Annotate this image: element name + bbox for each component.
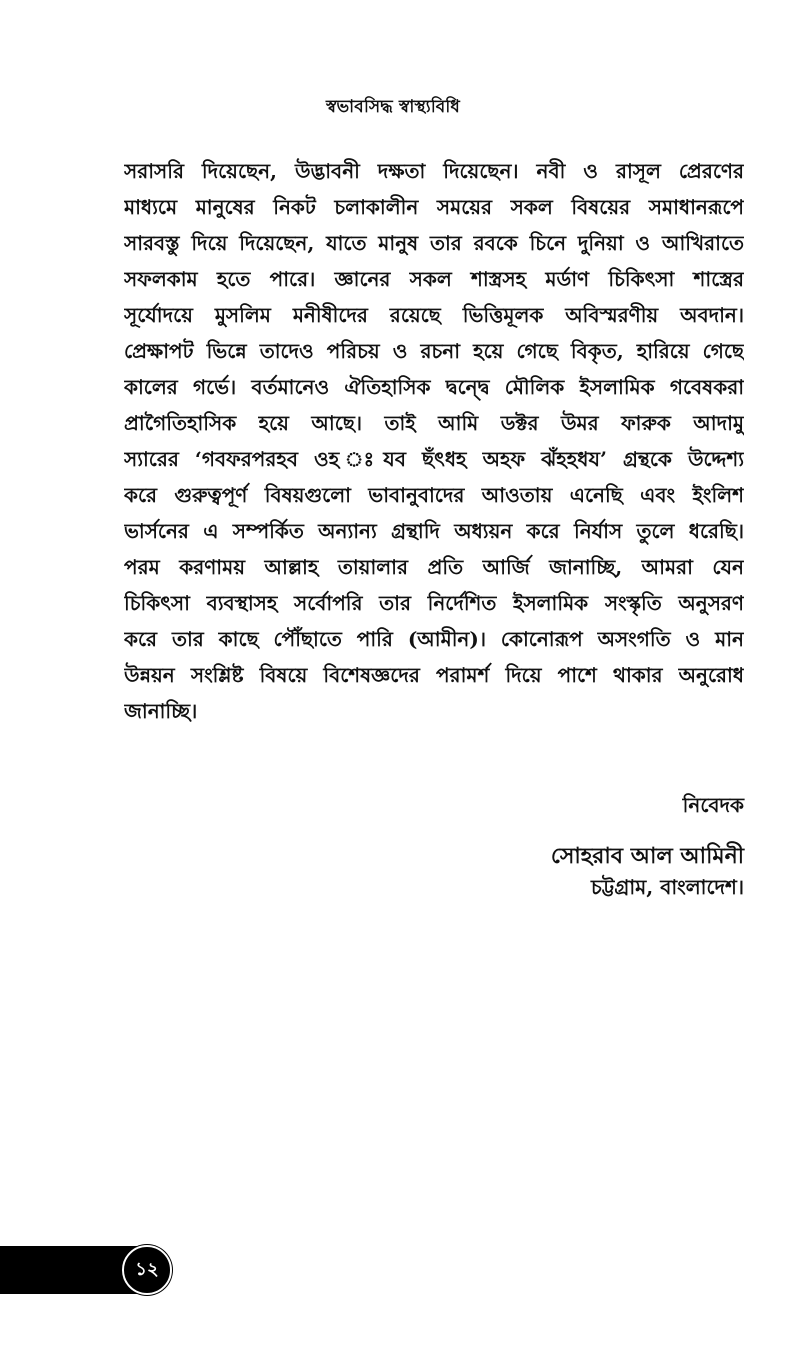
author-name: সোহরাব আল আমিনী bbox=[550, 843, 744, 869]
body-line: স্যারের ‘গবফরপরহব ওহ ঃযব ছঁৎধহ অহফ ঝঁহহধয’ গ্রন্থকে উদ্দেশ্য bbox=[124, 447, 744, 471]
body-line: সফলকাম হতে পারে। জ্ঞানের সকল শাস্ত্রসহ মর্ডাণ চিকিৎসা শাস্ত্রের bbox=[124, 267, 744, 291]
body-line: করে গুরুত্বপূর্ণ বিষয়গুলো ভাবানুবাদের আওতায় এনেছি এবং ইংলিশ bbox=[124, 483, 744, 507]
body-line: সরাসরি দিয়েছেন, উদ্ভাবনী দক্ষতা দিয়েছেন। নবী ও রাসূল প্রেরণের bbox=[124, 159, 744, 183]
body-line: প্রাগৈতিহাসিক হয়ে আছে। তাই আমি ডক্টর উমর ফারুক আদামু bbox=[124, 411, 744, 435]
page-number-badge: ১২ bbox=[122, 1245, 172, 1295]
author-location: চট্টগ্রাম, বাংলাদেশ। bbox=[591, 875, 744, 899]
body-line: করে তার কাছে পৌঁছাতে পারি (আমীন)। কোনোরূপ অসংগতি ও মান bbox=[124, 627, 744, 651]
signature-label: নিবেদক bbox=[682, 793, 744, 817]
body-line: প্রেক্ষাপট ভিন্নে তাদেও পরিচয় ও রচনা হয়ে গেছে বিকৃত, হারিয়ে গেছে bbox=[124, 339, 744, 363]
body-line: সারবস্তু দিয়ে দিয়েছেন, যাতে মানুষ তার রবকে চিনে দুনিয়া ও আখিরাতে bbox=[124, 231, 744, 255]
running-header-title: স্বভাবসিদ্ধ স্বাস্থ্যবিধি bbox=[325, 97, 461, 117]
body-line: পরম করণাময় আল্লাহ তায়ালার প্রতি আর্জি জানাচ্ছি, আমরা যেন bbox=[124, 555, 744, 579]
signature-block bbox=[551, 790, 744, 902]
body-line: ভার্সনের এ সম্পর্কিত অন্যান্য গ্রন্থাদি অধ্যয়ন করে নির্যাস তুলে ধরেছি। bbox=[124, 519, 744, 543]
body-paragraph bbox=[124, 153, 744, 729]
body-line: সূর্যোদয়ে মুসলিম মনীষীদের রয়েছে ভিত্তিমূলক অবিস্মরণীয় অবদান। bbox=[124, 303, 744, 327]
body-line: কালের গর্ভে। বর্তমানেও ঐতিহাসিক দ্বন্দ্বে মৌলিক ইসলামিক গবেষকরা bbox=[124, 375, 744, 399]
body-line-last: জানাচ্ছি। bbox=[124, 699, 198, 723]
body-line: মাধ্যমে মানুষের নিকট চলাকালীন সময়ের সকল বিষয়ের সমাধানরূপে bbox=[124, 195, 744, 219]
body-line: উন্নয়ন সংশ্লিষ্ট বিষয়ে বিশেষজ্ঞদের পরামর্শ দিয়ে পাশে থাকার অনুরোধ bbox=[124, 663, 744, 687]
body-line: চিকিৎসা ব্যবস্থাসহ সর্বোপরি তার নির্দেশিত ইসলামিক সংস্কৃতি অনুসরণ bbox=[124, 591, 744, 615]
